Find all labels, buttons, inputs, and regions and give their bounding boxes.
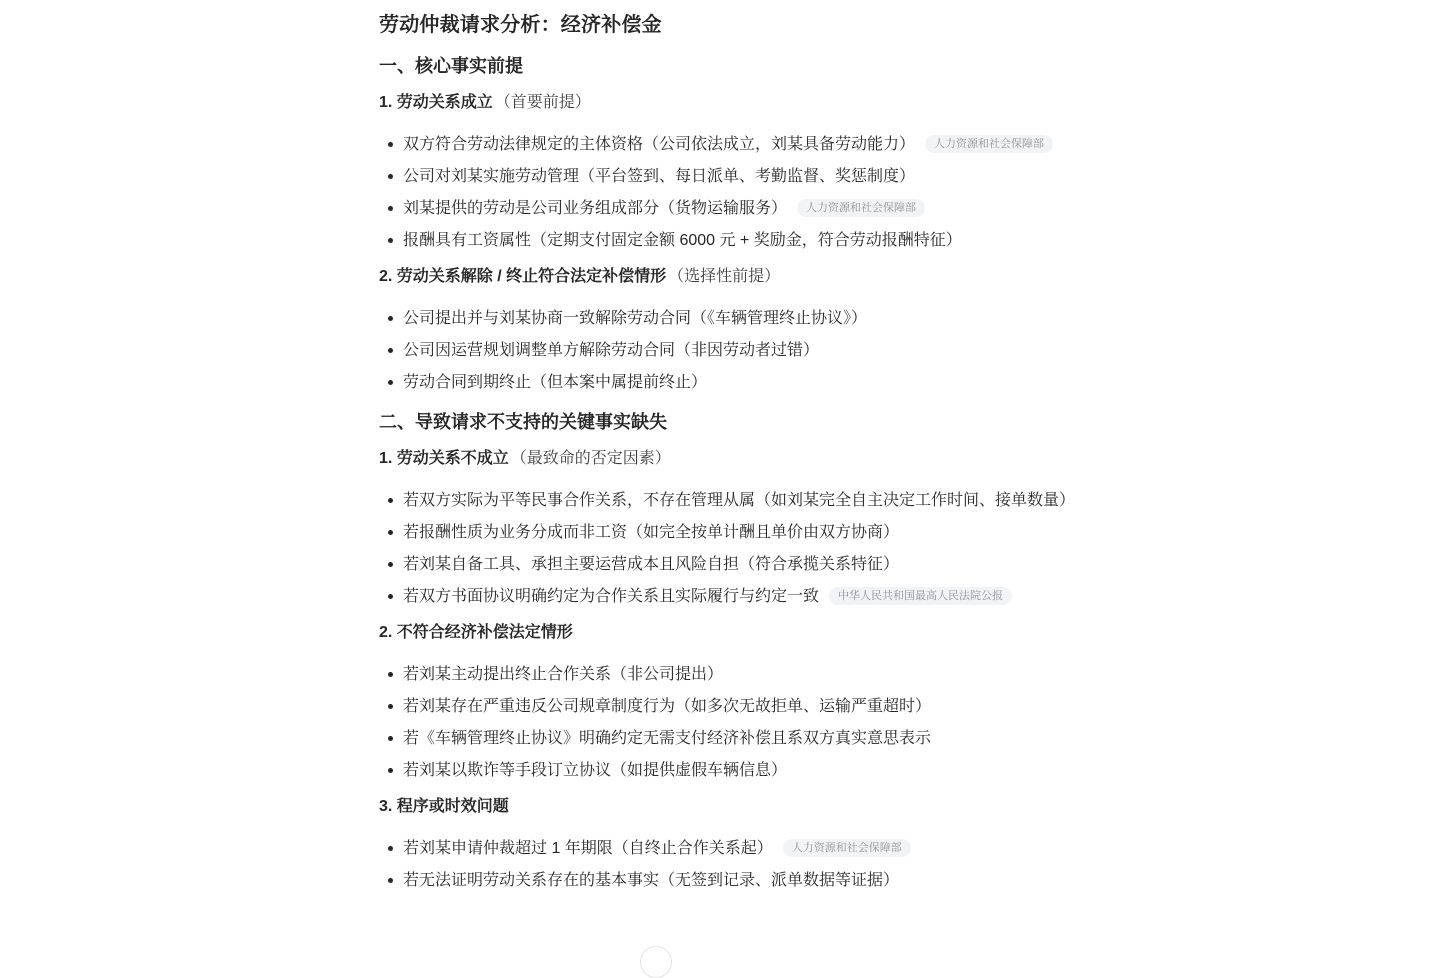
subsection-title: 2. 劳动关系解除 / 终止符合法定补偿情形 [379,268,667,285]
list-item-text: 若刘某存在严重违反公司规章制度行为（如多次无故拒单、运输严重超时） [403,698,932,715]
list-item [379,696,1079,718]
list-item [379,664,1079,686]
list-item [379,198,1079,220]
subsection-heading [379,448,1079,470]
list-item-text: 公司因运营规划调整单方解除劳动合同（非因劳动者过错） [403,342,820,359]
list-item-text: 若报酬性质为业务分成而非工资（如完全按单计酬且单价由双方协商） [403,524,900,541]
list-item [379,308,1079,330]
bullet-list [379,664,1079,782]
list-item [379,372,1079,394]
list-item-text: 劳动合同到期终止（但本案中属提前终止） [403,374,708,391]
list-item-text: 若刘某申请仲裁超过 1 年期限（自终止合作关系起） [403,840,773,857]
subsection-title: 2. 不符合经济补偿法定情形 [379,624,573,641]
list-item [379,166,1079,188]
list-item [379,870,1079,892]
list-item [379,230,1079,252]
list-item-text: 若刘某自备工具、承担主要运营成本且风险自担（符合承揽关系特征） [403,556,900,573]
subsection-note: （最致命的否定因素） [510,450,671,467]
list-item-text: 公司提出并与刘某协商一致解除劳动合同（《车辆管理终止协议》） [403,310,868,327]
bullet-list [379,308,1079,394]
subsection-note: （首要前提） [494,94,591,111]
list-item-text: 双方符合劳动法律规定的主体资格（公司依法成立，刘某具备劳动能力） [403,136,916,153]
subsection-title: 1. 劳动关系不成立 [379,450,509,467]
list-item [379,728,1079,750]
subsection-heading [379,796,1079,818]
list-item-text: 报酬具有工资属性（定期支付固定金额 6000 元 + 奖励金，符合劳动报酬特征） [403,232,962,249]
list-item [379,490,1079,512]
analysis-document [379,12,1079,902]
list-item-text: 若无法证明劳动关系存在的基本事实（无签到记录、派单数据等证据） [403,872,900,889]
subsection-heading [379,92,1079,114]
list-item [379,838,1079,860]
sections-container [379,54,1079,892]
list-item [379,340,1079,362]
subsection-heading [379,266,1079,288]
subsection-note: （选择性前提） [668,268,781,285]
list-item-text: 若刘某以欺诈等手段订立协议（如提供虚假车辆信息） [403,762,788,779]
list-item-text: 若双方书面协议明确约定为合作关系且实际履行与约定一致 [403,588,820,605]
bullet-list [379,134,1079,252]
section-heading: 二、导致请求不支持的关键事实缺失 [379,412,667,432]
bullet-list [379,490,1079,608]
page-title: 劳动仲裁请求分析：经济补偿金 [379,14,662,36]
citation-badge[interactable]: 人力资源和社会保障部 [797,199,925,217]
citation-badge[interactable]: 人力资源和社会保障部 [783,839,911,857]
citation-badge[interactable]: 中华人民共和国最高人民法院公报 [829,587,1012,605]
list-item [379,522,1079,544]
list-item-text: 公司对刘某实施劳动管理（平台签到、每日派单、考勤监督、奖惩制度） [403,168,916,185]
list-item-text: 若刘某主动提出终止合作关系（非公司提出） [403,666,724,683]
citation-badge[interactable]: 人力资源和社会保障部 [925,135,1053,153]
list-item-text: 若双方实际为平等民事合作关系，不存在管理从属（如刘某完全自主决定工作时间、接单数量） [403,492,1076,509]
bullet-list [379,838,1079,892]
subsection-heading [379,622,1079,644]
subsection-title: 3. 程序或时效问题 [379,798,509,815]
list-item [379,554,1079,576]
list-item [379,586,1079,608]
section-heading: 一、核心事实前提 [379,56,523,76]
list-item-text: 刘某提供的劳动是公司业务组成部分（货物运输服务） [403,200,788,217]
subsection-title: 1. 劳动关系成立 [379,94,493,111]
list-item [379,760,1079,782]
partial-action-button-cutoff[interactable] [640,946,672,978]
list-item [379,134,1079,156]
list-item-text: 若《车辆管理终止协议》明确约定无需支付经济补偿且系双方真实意思表示 [403,730,932,747]
